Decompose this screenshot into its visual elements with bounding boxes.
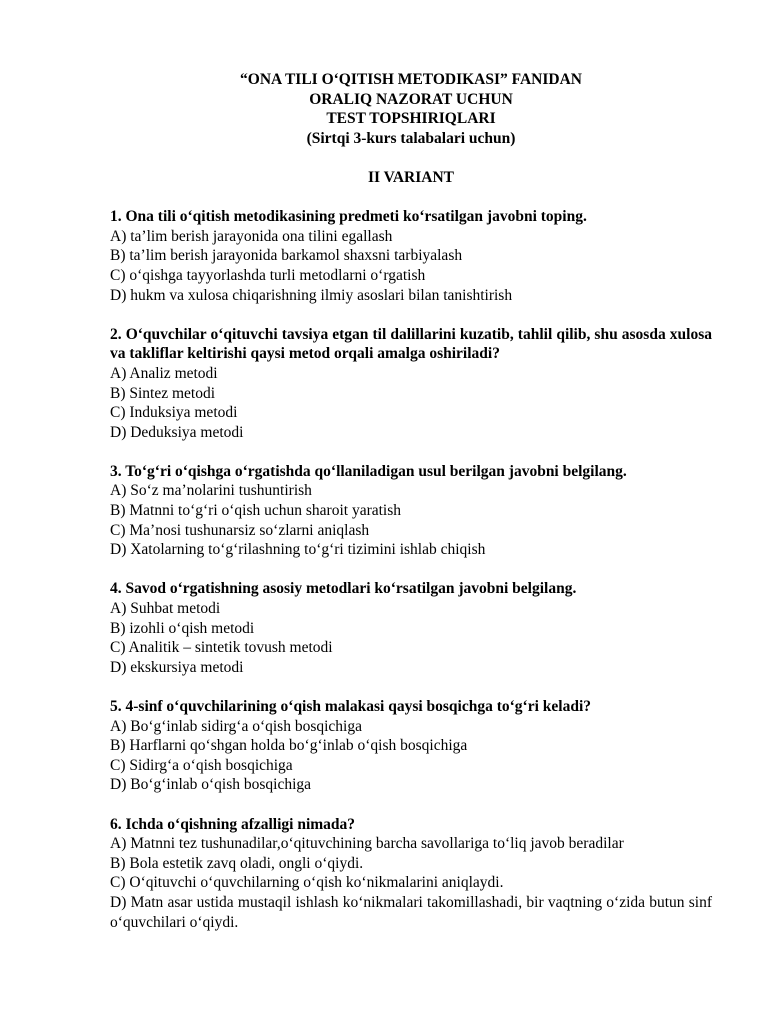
option-b: B) Matnni to‘g‘ri o‘qish uchun sharoit yaratish <box>110 502 402 520</box>
option-c: C) Sidirg‘a o‘qish bosqichiga <box>110 756 293 774</box>
question-text: 2. O‘quvchilar o‘qituvchi tavsiya etgan til dalillarini kuzatib, tahlil qilib, shu asosda xulosa va takliflar keltirishi qaysi metod orqali amalga oshiriladi? <box>110 325 712 363</box>
header-title: “ONA TILI O‘QITISH METODIKASI” FANIDAN <box>240 71 582 88</box>
question-text: 3. To‘g‘ri o‘qishga o‘rgatishda qo‘llaniladigan usul berilgan javobni belgilang. <box>110 462 627 480</box>
question-text: 1. Ona tili o‘qitish metodikasining predmeti ko‘rsatilgan javobni toping. <box>110 208 587 226</box>
option-c: C) o‘qishga tayyorlashda turli metodlarni o‘rgatish <box>110 266 426 284</box>
question-4 <box>110 579 712 677</box>
header-test-label: TEST TOPSHIRIQLARI <box>326 110 496 128</box>
option-b: B) Harflarni qo‘shgan holda bo‘g‘inlab o‘qish bosqichiga <box>110 737 468 755</box>
question-2 <box>110 325 712 443</box>
option-a: A) Matnni tez tushunadilar,o‘qituvchining barcha savollariga to‘liq javob beradilar <box>110 835 624 853</box>
question-1 <box>110 207 712 305</box>
option-b: B) ta’lim berish jarayonida barkamol shaxsni tarbiyalash <box>110 247 463 265</box>
option-d: D) ekskursiya metodi <box>110 658 244 676</box>
question-6 <box>110 815 712 933</box>
document-content <box>110 70 712 952</box>
option-a: A) So‘z ma’nolarini tushuntirish <box>110 482 312 500</box>
option-d: D) Xatolarning to‘g‘rilashning to‘g‘ri tizimini ishlab chiqish <box>110 541 486 559</box>
option-a: A) Bo‘g‘inlab sidirg‘a o‘qish bosqichiga <box>110 717 362 735</box>
option-c: C) Induksiya metodi <box>110 404 238 422</box>
option-d: D) hukm va xulosa chiqarishning ilmiy asoslari bilan tanishtirish <box>110 286 513 304</box>
header-subtitle: ORALIQ NAZORAT UCHUN <box>309 90 513 108</box>
option-d: D) Deduksiya metodi <box>110 423 244 441</box>
question-text: 5. 4-sinf o‘quvchilarining o‘qish malakasi qaysi bosqichga to‘g‘ri keladi? <box>110 698 592 715</box>
option-a: A) Analiz metodi <box>110 364 218 382</box>
document-header <box>110 70 712 188</box>
option-c: C) Ma’nosi tushunarsiz so‘zlarni aniqlash <box>110 521 370 539</box>
header-audience: (Sirtqi 3-kurs talabalari uchun) <box>306 129 516 147</box>
option-c: C) Analitik – sintetik tovush metodi <box>110 639 333 657</box>
option-b: B) Sintez metodi <box>110 384 216 402</box>
option-b: B) izohli o‘qish metodi <box>110 619 255 637</box>
question-text: 6. Ichda o‘qishning afzalligi nimada? <box>110 815 356 833</box>
question-text: 4. Savod o‘rgatishning asosiy metodlari ko‘rsatilgan javobni belgilang. <box>110 580 577 598</box>
variant-label: II VARIANT <box>368 168 454 186</box>
question-3 <box>110 462 712 560</box>
option-d: D) Matn asar ustida mustaqil ishlash ko‘nikmalari takomillashadi, bir vaqtning o‘zida butun sinf o‘quvchilari o‘qiydi. <box>110 893 712 931</box>
option-a: A) Suhbat metodi <box>110 600 221 618</box>
option-b: B) Bola estetik zavq oladi, ongli o‘qiydi. <box>110 854 364 872</box>
option-a: A) ta’lim berish jarayonida ona tilini egallash <box>110 227 393 245</box>
question-5 <box>110 697 712 795</box>
option-d: D) Bo‘g‘inlab o‘qish bosqichiga <box>110 776 312 794</box>
option-c: C) O‘qituvchi o‘quvchilarning o‘qish ko‘nikmalarini aniqlaydi. <box>110 874 504 892</box>
